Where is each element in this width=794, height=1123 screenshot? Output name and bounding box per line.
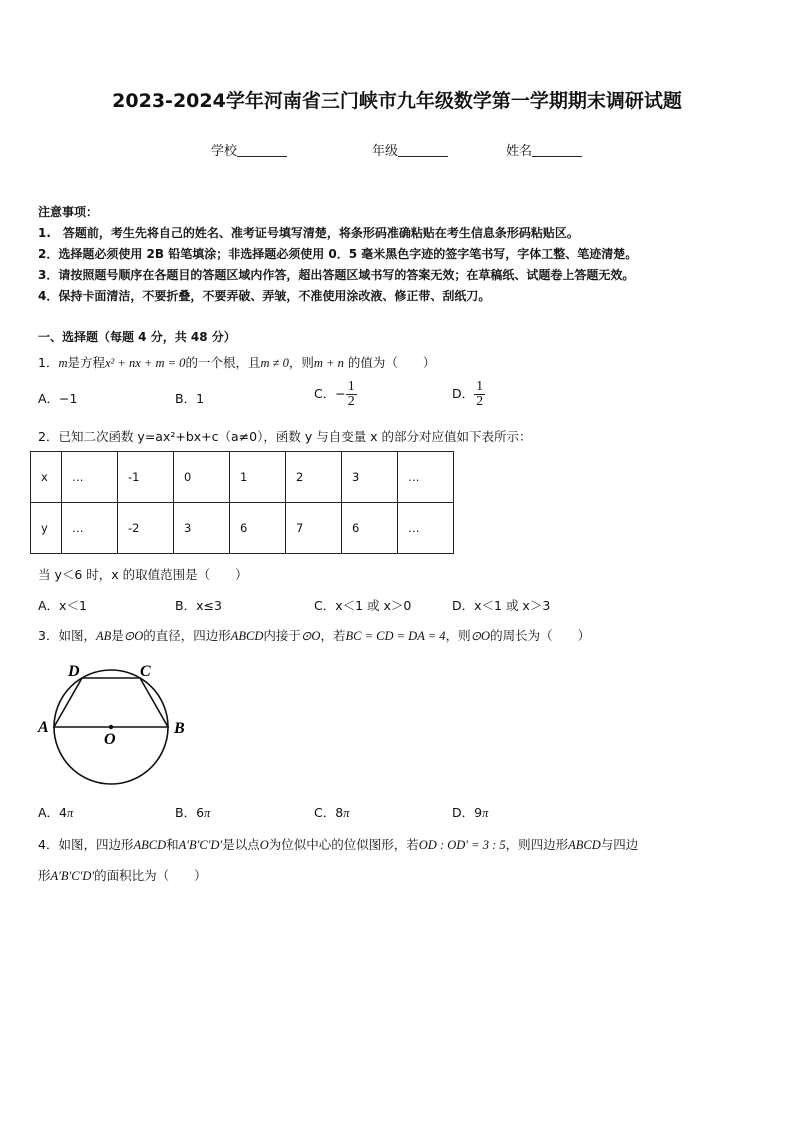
name-field[interactable]	[506, 140, 582, 159]
table-cell: -2	[118, 503, 174, 554]
label-c: C	[140, 663, 151, 680]
school-label: 学校	[211, 144, 238, 159]
table-cell: 6	[230, 503, 286, 554]
grade-label: 年级	[372, 144, 399, 159]
school-field[interactable]	[211, 140, 287, 159]
table-cell: …	[398, 503, 454, 554]
table-cell: 3	[342, 452, 398, 503]
table-cell: …	[62, 452, 118, 503]
question-4-line-1: 4．如图，四边形ABCD和A′B′C′D′是以点O为位似中心的位似图形，若OD : OD′ = 3 : 5，则四边形ABCD与四边	[38, 837, 639, 852]
q3-option-b: B．6π	[175, 805, 211, 820]
name-label: 姓名	[506, 144, 533, 159]
question-2-stem: 2．已知二次函数 y=ax²+bx+c（a≠0），函数 y 与自变量 x 的部分对应值如下表所示：	[38, 429, 532, 444]
question-2-prompt: 当 y＜6 时，x 的取值范围是（ ）	[38, 567, 248, 582]
grade-blank[interactable]	[398, 144, 448, 157]
label-b: B	[174, 720, 185, 737]
table-cell: 3	[174, 503, 230, 554]
school-blank[interactable]	[237, 144, 287, 157]
section-heading: 一、选择题（每题 4 分，共 48 分）	[38, 330, 236, 344]
label-a: A	[38, 719, 49, 736]
table-cell: …	[62, 503, 118, 554]
q3-option-c: C．8π	[314, 805, 350, 820]
q1-option-c: C．− $\frac{1}{2}$	[314, 379, 355, 409]
table-cell: 6	[342, 503, 398, 554]
table-cell: 2	[286, 452, 342, 503]
table-cell: -1	[118, 452, 174, 503]
q1-option-d: D． $\frac{1}{2}$	[452, 379, 484, 409]
table-cell: 1	[230, 452, 286, 503]
q3-option-a: A．4π	[38, 805, 74, 820]
q2-option-b: B．x≤3	[175, 598, 222, 613]
notes-heading: 注意事项：	[38, 205, 99, 219]
q3-option-d: D．9π	[452, 805, 489, 820]
page-title: 2023-2024学年河南省三门峡市九年级数学第一学期期末调研试题	[112, 90, 682, 112]
q1-option-a: A．−1	[38, 391, 78, 406]
note-item-1: 1. 答题前，考生先将自己的姓名、准考证号填写清楚，将条形码准确粘贴在考生信息条形码粘贴区。	[38, 226, 579, 240]
q2-option-c: C．x＜1 或 x＞0	[314, 598, 412, 613]
values-table	[30, 451, 454, 554]
q2-option-a: A．x＜1	[38, 598, 87, 613]
table-row-y	[31, 503, 454, 554]
table-row-x	[31, 452, 454, 503]
q1-option-b: B．1	[175, 391, 205, 406]
question-1-stem: 1．m是方程x² + nx + m = 0的一个根，且m ≠ 0，则m + n 的值为（ ）	[38, 355, 436, 370]
grade-field[interactable]	[372, 140, 448, 159]
note-item-3: 3．请按照题号顺序在各题目的答题区域内作答，超出答题区域书写的答案无效；在草稿纸、试题卷上答题无效。	[38, 268, 635, 282]
table-cell: x	[31, 452, 62, 503]
circle-figure	[36, 656, 196, 791]
center-point	[109, 725, 113, 729]
name-blank[interactable]	[532, 144, 582, 157]
note-item-2: 2．选择题必须使用 2B 铅笔填涂；非选择题必须使用 0．5 毫米黑色字迹的签字笔书写，字体工整、笔迹清楚。	[38, 247, 638, 261]
table-cell: …	[398, 452, 454, 503]
label-o: O	[104, 731, 116, 748]
question-3-stem: 3．如图，AB是⊙O的直径，四边形ABCD内接于⊙O，若BC = CD = DA = 4，则⊙O的周长为（ ）	[38, 628, 591, 643]
label-d: D	[68, 663, 80, 680]
table-cell: y	[31, 503, 62, 554]
table-cell: 0	[174, 452, 230, 503]
note-item-4: 4．保持卡面清洁，不要折叠，不要弄破、弄皱，不准使用涂改液、修正带、刮纸刀。	[38, 289, 491, 303]
question-4-line-2: 形A′B′C′D′的面积比为（ ）	[38, 868, 207, 883]
q2-option-d: D．x＜1 或 x＞3	[452, 598, 551, 613]
table-cell: 7	[286, 503, 342, 554]
